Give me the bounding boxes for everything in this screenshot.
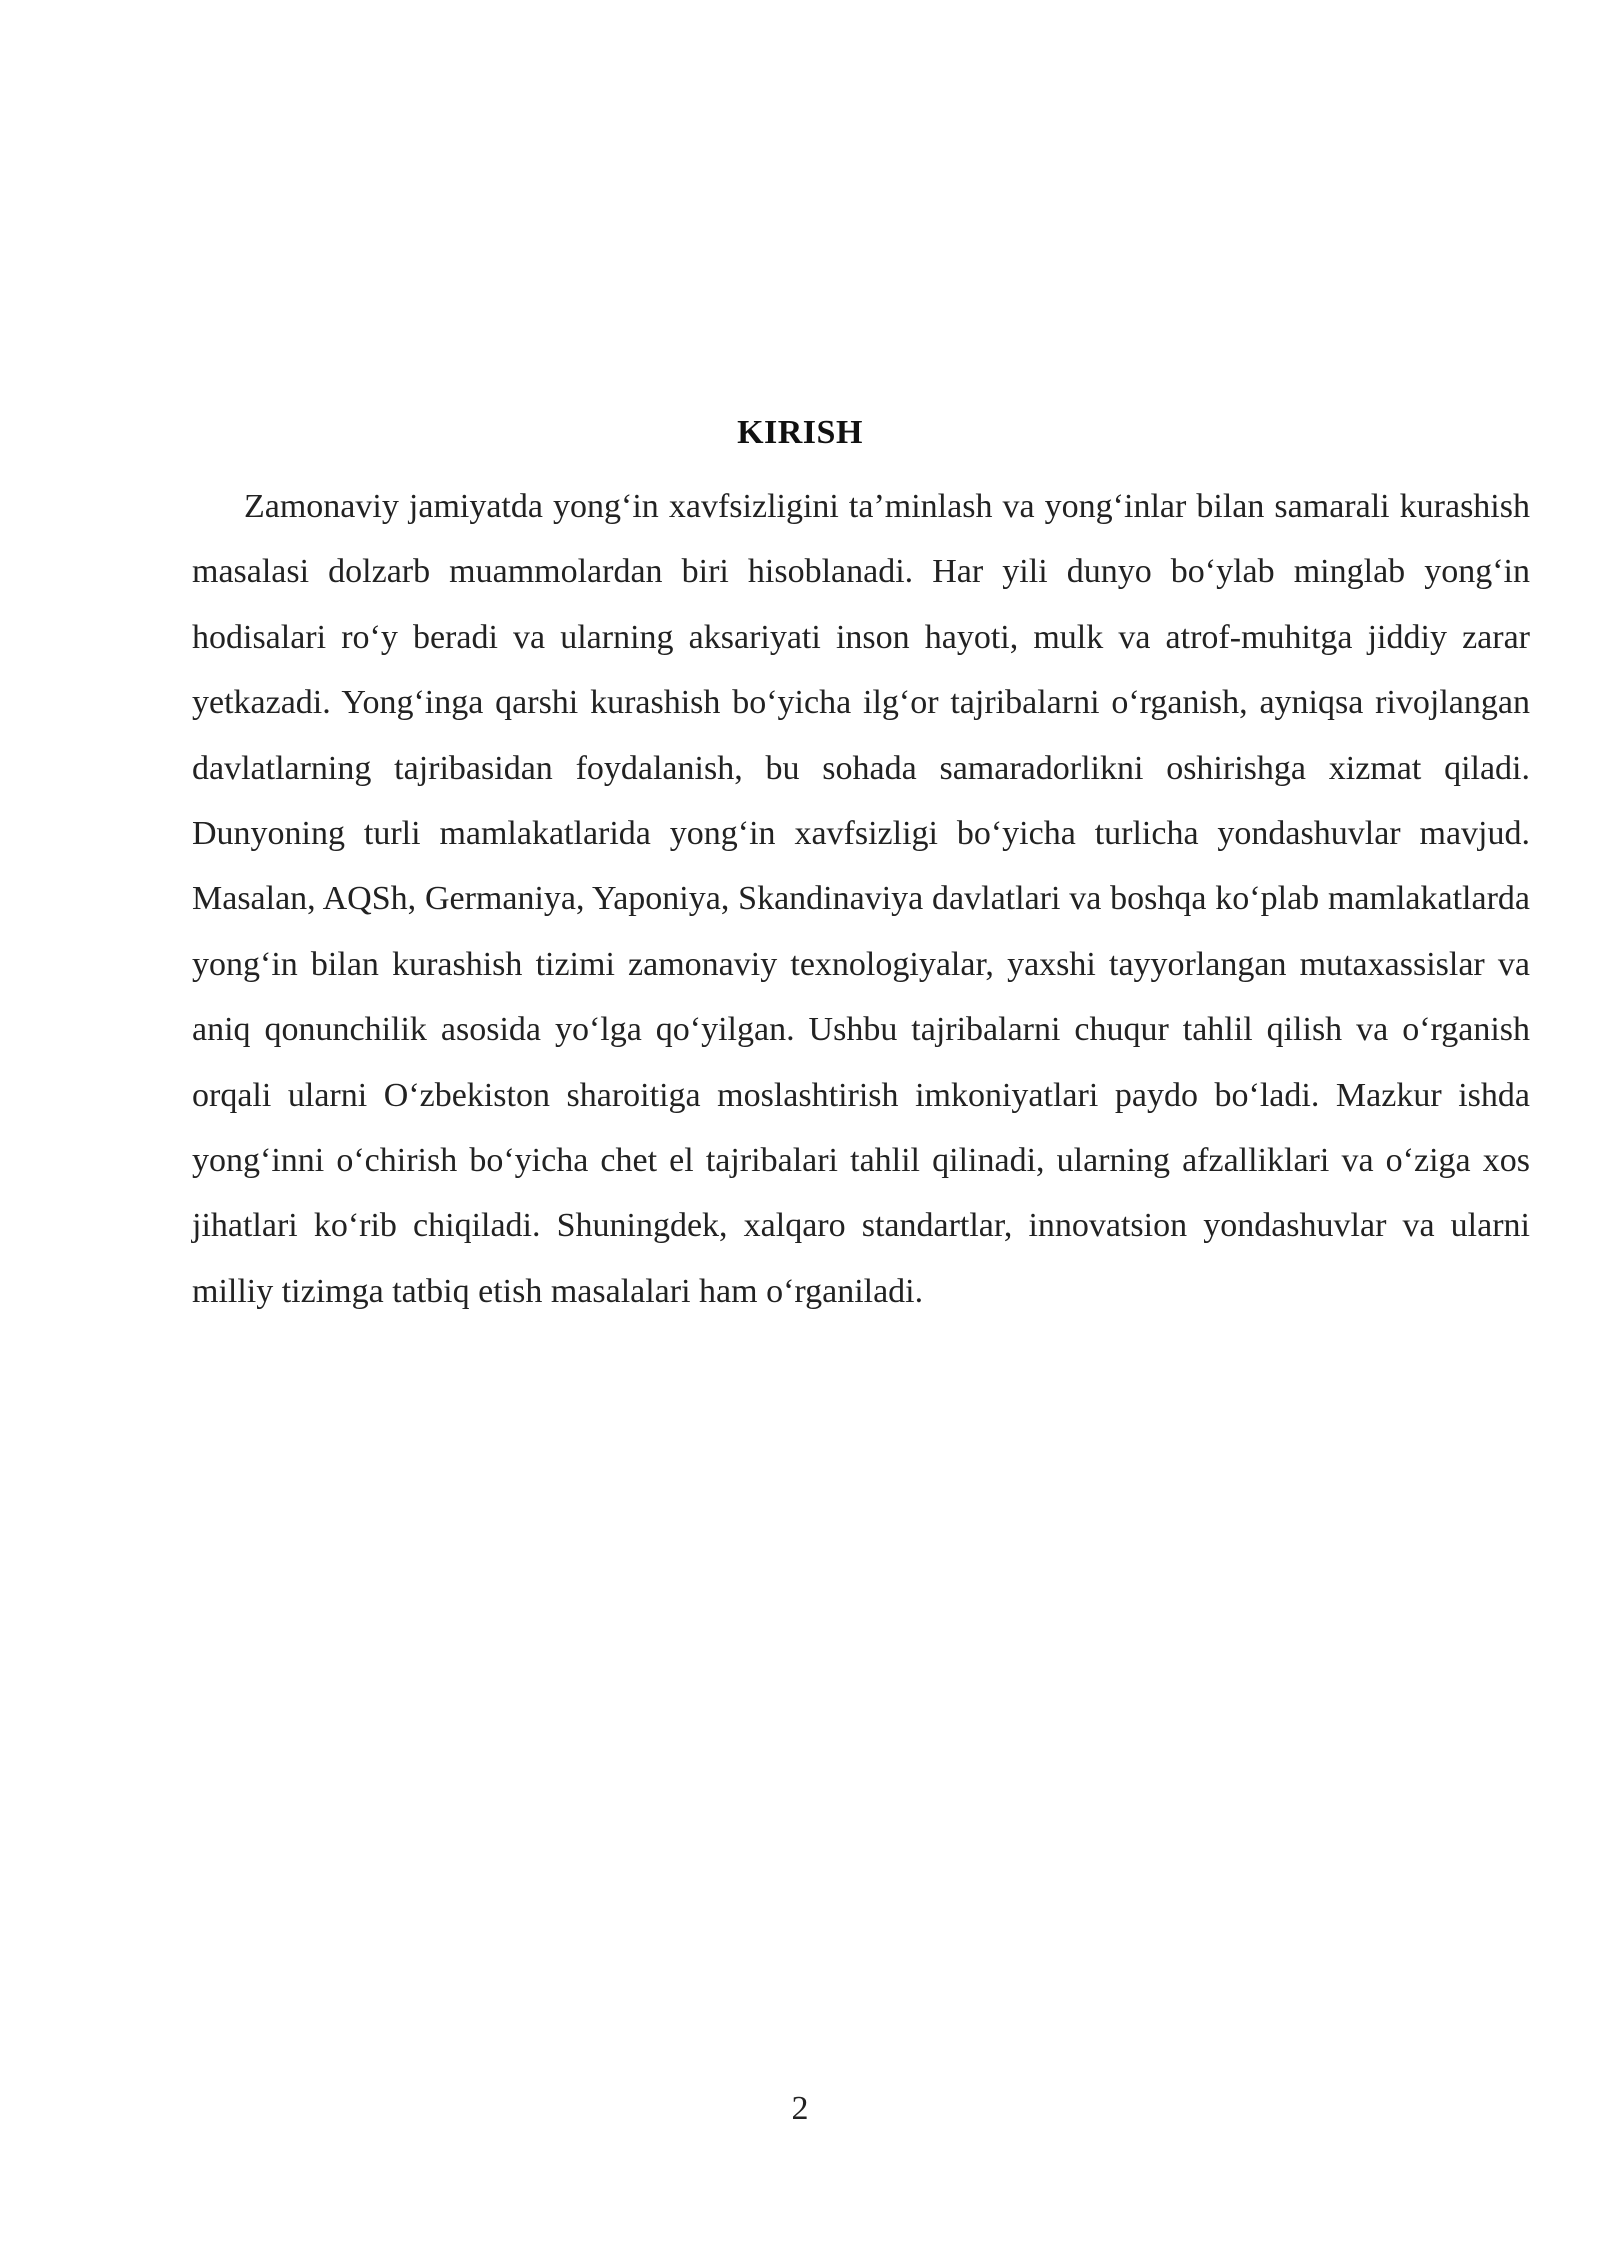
page-number: 2: [791, 2090, 809, 2127]
body-paragraph: Zamonaviy jamiyatda yong‘in xavfsizligini ta’minlash va yong‘inlar bilan samarali kurashish masalasi dolzarb muammolardan biri hisoblanadi. Har yili dunyo bo‘ylab minglab yong‘in hodisalari ro‘y beradi va ularning aksariyati inson hayoti, mulk va atrof-muhitga jiddiy zarar yetkazadi. Yong‘inga qarshi kurashish bo‘yicha ilg‘or tajribalarni o‘rganish, ayniqsa rivojlangan davlatlarning tajribasidan foydalanish, bu sohada samaradorlikni oshirishga xizmat qiladi. Dunyoning turli mamlakatlarida yong‘in xavfsizligi bo‘yicha turlicha yondashuvlar mavjud. Masalan, AQSh, Germaniya, Yaponiya, Skandinaviya davlatlari va boshqa ko‘plab mamlakatlarda yong‘in bilan kurashish tizimi zamonaviy texnologiyalar, yaxshi tayyorlangan mutaxassislar va aniq qonunchilik asosida yo‘lga qo‘yilgan. Ushbu tajribalarni chuqur tahlil qilish va o‘rganish orqali ularni O‘zbekiston sharoitiga moslashtirish imkoniyatlari paydo bo‘ladi. Mazkur ishda yong‘inni o‘chirish bo‘yicha chet el tajribalari tahlil qilinadi, ularning afzalliklari va o‘ziga xos jihatlari ko‘rib chiqiladi. Shuningdek, xalqaro standartlar, innovatsion yondashuvlar va ularni milliy tizimga tatbiq etish masalalari ham o‘rganiladi.: [192, 488, 1530, 1310]
section-heading: KIRISH: [737, 414, 863, 451]
